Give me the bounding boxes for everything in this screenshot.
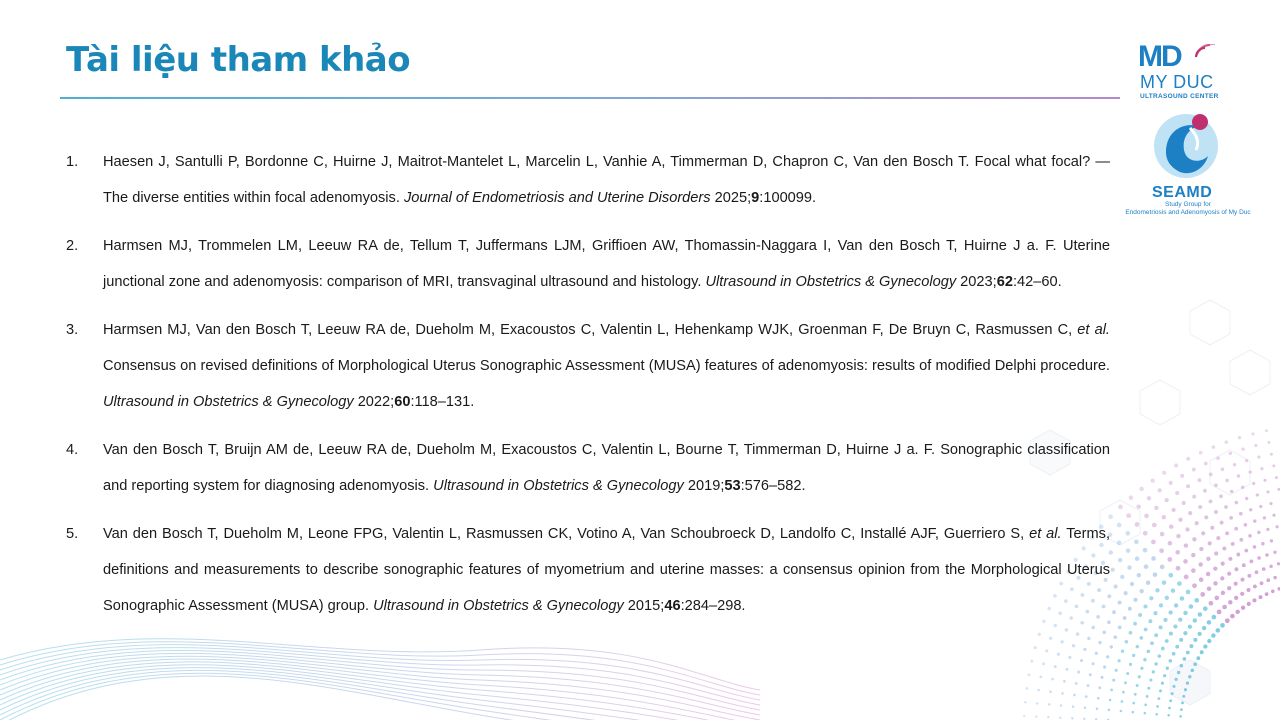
- reference-number: 3.: [66, 322, 79, 338]
- journal-name: Ultrasound in Obstetrics & Gynecology: [433, 478, 684, 494]
- md-logo-subtitle: ULTRASOUND CENTER: [1140, 93, 1219, 100]
- seamd-logo: [1118, 108, 1258, 220]
- seamd-logo-name: SEAMD: [1152, 184, 1213, 201]
- journal-name: Journal of Endometriosis and Uterine Disorders: [403, 190, 711, 206]
- volume-number: 9: [751, 190, 760, 206]
- ultrasound-wave-icon: [1192, 44, 1224, 70]
- volume-number: 60: [394, 394, 411, 410]
- wave-lines: [0, 639, 760, 720]
- reference-item: [66, 144, 1110, 216]
- et-al: et al.: [1029, 526, 1062, 542]
- journal-name: Ultrasound in Obstetrics & Gynecology: [705, 274, 957, 290]
- reference-text: Van den Bosch T, Dueholm M, Leone FPG, Valentin L, Rasmussen CK, Votino A, Van Schoubroeck D, Landolfo C, Installé AJF, Guerriero S, et al. Terms, definitions and measurements to describe sonographic features of myometrium and uterine masses: a consensus opinion from the Morphological Uterus Sonographic Assessment (MUSA) group. Ultrasound in Obstetrics & Gynecology 2015;46:284–298.: [103, 526, 1111, 614]
- reference-number: 2.: [66, 238, 79, 254]
- page-title: Tài liệu tham khảo: [66, 40, 411, 80]
- reference-number: 4.: [66, 442, 79, 458]
- reference-number: 1.: [66, 154, 79, 170]
- reference-text: Van den Bosch T, Bruijn AM de, Leeuw RA de, Dueholm M, Exacoustos C, Valentin L, Bourne T, Timmerman D, Huirne J a. F. Sonographic classification and reporting system for diagnosing adenomyosis. Ultrasound in Obstetrics & Gynecology 2019;53:576–582.: [103, 442, 1110, 494]
- reference-text: Haesen J, Santulli P, Bordonne C, Huirne J, Maitrot-Mantelet L, Marcelin L, Vanhie A, Timmerman D, Chapron C, Van den Bosch T. Focal what focal? — The diverse entities within focal adenomyosis. Journal of Endometriosis and Uterine Disorders 2025;9:100099.: [103, 154, 1110, 206]
- volume-number: 62: [996, 274, 1013, 290]
- reference-item: [66, 432, 1110, 504]
- volume-number: 53: [724, 478, 741, 494]
- title-divider: [60, 97, 1120, 99]
- reference-text: Harmsen MJ, Trommelen LM, Leeuw RA de, Tellum T, Juffermans LJM, Griffioen AW, Thomassin-Naggara I, Van den Bosch T, Huirne J a. F. Uterine junctional zone and adenomyosis: comparison of MRI, transvaginal ultrasound and histology. Ultrasound in Obstetrics & Gynecology 2023;62:42–60.: [103, 238, 1110, 290]
- reference-item: [66, 312, 1110, 420]
- md-logo-name: MY DUC: [1140, 72, 1214, 92]
- reference-number: 5.: [66, 526, 79, 542]
- seamd-logo-subtitle: Study Group for Endometriosis and Adenomyosis of My Duc: [1125, 201, 1251, 216]
- volume-number: 46: [664, 598, 681, 614]
- et-al: et al.: [1077, 322, 1110, 338]
- reference-item: [66, 228, 1110, 300]
- reference-item: [66, 516, 1110, 624]
- reference-list: [66, 144, 1110, 636]
- journal-name: Ultrasound in Obstetrics & Gynecology: [103, 394, 354, 410]
- my-duc-logo: [1134, 40, 1230, 102]
- md-logo-mark: MD: [1138, 40, 1181, 73]
- reference-text: Harmsen MJ, Van den Bosch T, Leeuw RA de, Dueholm M, Exacoustos C, Valentin L, Hehenkamp WJK, Groenman F, De Bruyn C, Rasmussen C, et al. Consensus on revised definitions of Morphological Uterus Sonographic Assessment (MUSA) features of adenomyosis: results of modified Delphi procedure. Ultrasound in Obstetrics & Gynecology 2022;60:118–131.: [103, 322, 1110, 410]
- journal-name: Ultrasound in Obstetrics & Gynecology: [373, 598, 624, 614]
- seamd-emblem-icon: [1152, 108, 1222, 180]
